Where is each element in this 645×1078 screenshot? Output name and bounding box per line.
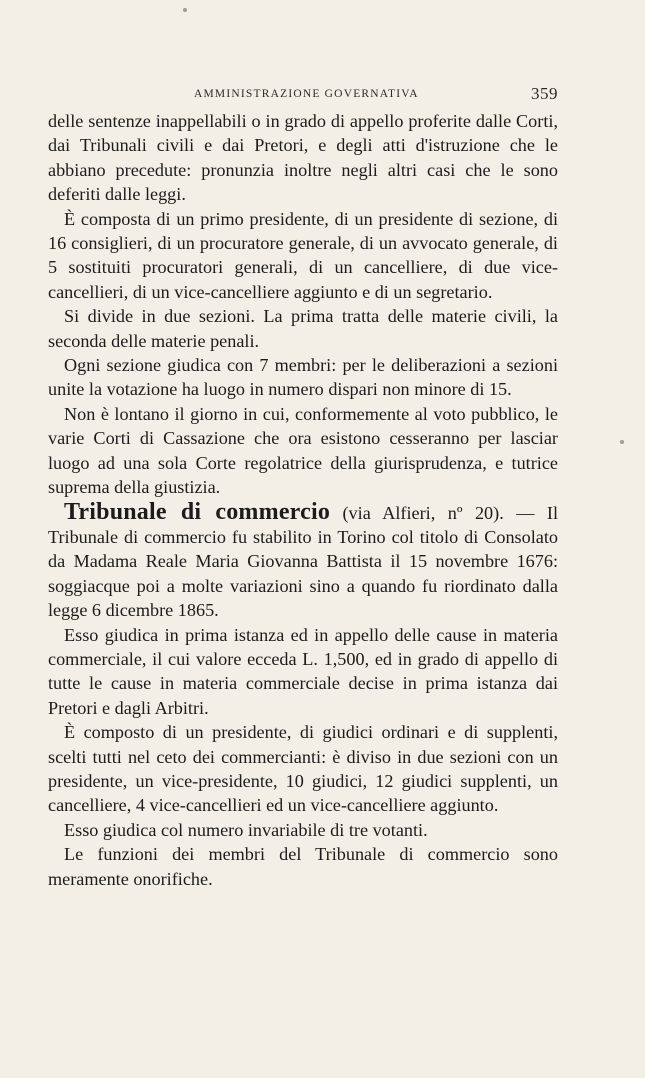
page-number: 359	[531, 84, 558, 103]
paragraph: Ogni sezione giudica con 7 membri: per le deliberazioni a sezioni unite la votazione ha luogo in numero dispari non minore di 15.	[48, 355, 558, 400]
book-page	[48, 84, 558, 891]
section-paragraph-text: (via Alfieri, nº 20). — Il Tribunale di commercio fu stabilito in Torino col titolo di Consolato da Madama Reale Maria Giovanna Battista il 15 novembre 1676: soggiacque poi a molte variazioni sino a quando fu riordinato dalla legge 6 dicembre 1865.	[48, 502, 558, 621]
paragraph: Esso giudica in prima istanza ed in appello delle cause in materia commerciale, il cui valore ecceda L. 1,500, ed in grado di appello di tutte le cause in materia commerciale decise in prima istanza dai Pretori e dagli Arbitri.	[48, 624, 558, 718]
paper-speck	[183, 8, 187, 12]
paragraph: delle sentenze inappellabili o in grado di appello proferite dalle Corti, dai Tribunali civili e dai Pretori, e degli atti d'istruzione che le abbiano precedute: pronunzia inoltre negli altri casi che le sono deferiti dalle leggi.	[48, 111, 558, 205]
paper-speck	[620, 440, 624, 444]
paragraph: Esso giudica col numero invariabile di tre votanti.	[64, 819, 428, 840]
paragraph: Si divide in due sezioni. La prima tratta delle materie civili, la seconda delle materie penali.	[48, 306, 558, 351]
paragraph: È composto di un presidente, di giudici ordinari e di supplenti, scelti tutti nel ceto dei commercianti: è diviso in due sezioni con un presidente, un vice-presidente, 10 giudici, 12 giudici supplenti, un cancelliere, 4 vice-cancellieri ed un vice-cancelliere aggiunto.	[48, 722, 558, 816]
paragraph: Le funzioni dei membri del Tribunale di commercio sono meramente onorifiche.	[48, 844, 558, 889]
body-text	[48, 109, 558, 891]
paragraph: Non è lontano il giorno in cui, conformemente al voto pubblico, le varie Corti di Cassazione che ora esistono cesseranno per lasciar luogo ad una sola Corte regolatrice della giurisprudenza, e tutrice suprema della giustizia.	[48, 403, 558, 498]
section-heading: Tribunale di commercio	[64, 498, 331, 525]
running-head	[48, 84, 558, 106]
section-paragraph	[48, 500, 558, 623]
paragraph: È composta di un primo presidente, di un presidente di sezione, di 16 consiglieri, di un procuratore generale, di un avvocato generale, di 5 sostituiti procuratori generali, di un cancelliere, di due vice-cancellieri, di un vice-cancelliere aggiunto e di un segretario.	[48, 208, 558, 302]
running-title: AMMINISTRAZIONE GOVERNATIVA	[194, 88, 419, 100]
